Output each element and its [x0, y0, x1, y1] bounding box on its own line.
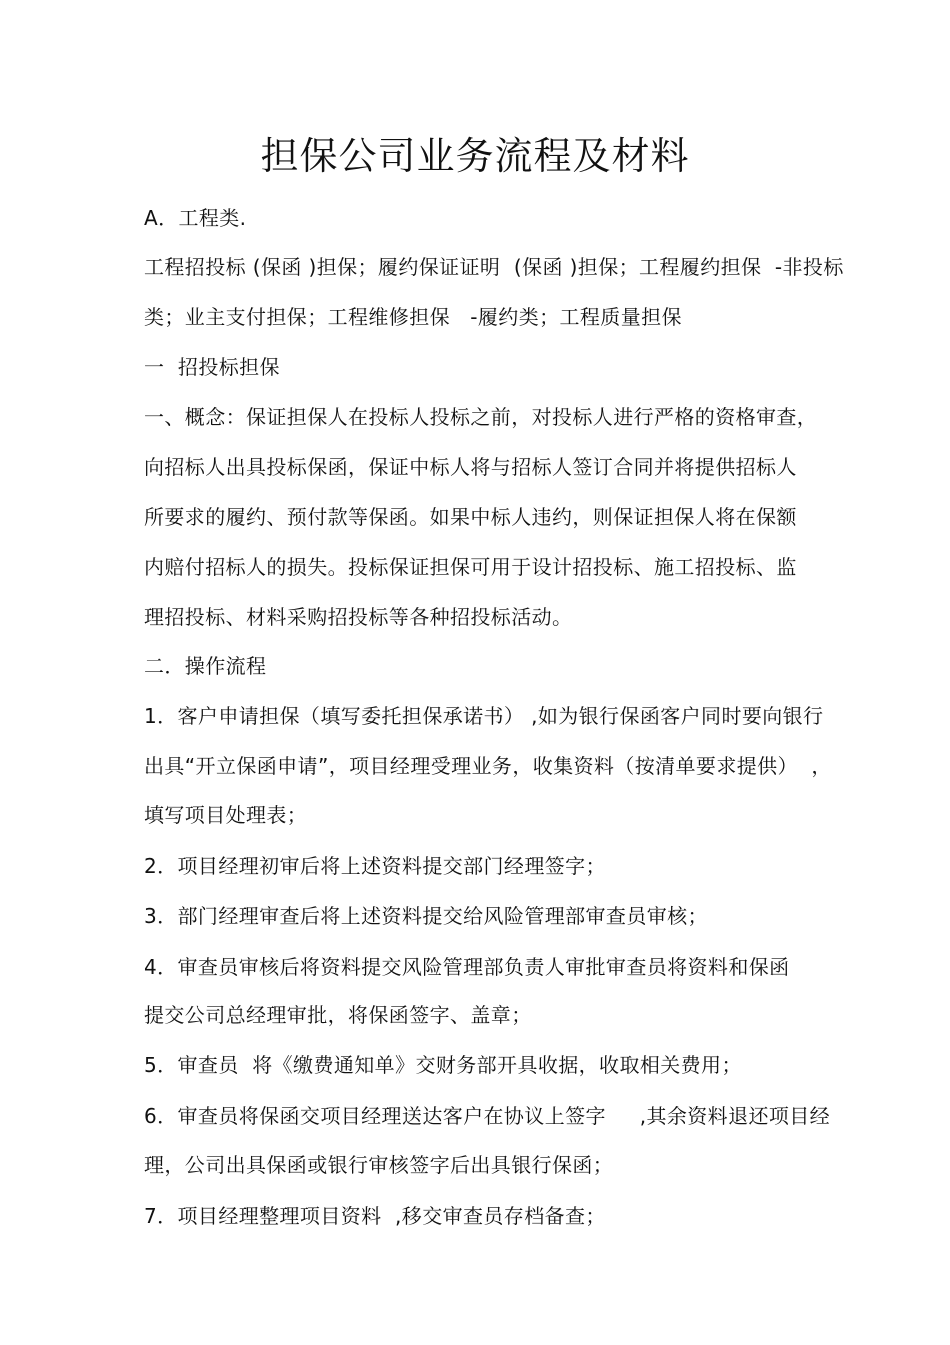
paragraph-line: 理招投标、材料采购招投标等各种招投标活动。: [144, 605, 573, 629]
list-item-line: 3．部门经理审查后将上述资料提交给风险管理部审查员审核；: [144, 904, 708, 928]
list-item-line: 理，公司出具保函或银行审核签字后出具银行保函；: [144, 1153, 614, 1177]
paragraph-line: 一、概念：保证担保人在投标人投标之前，对投标人进行严格的资格审查，: [144, 405, 818, 429]
list-item-line: 7．项目经理整理项目资料 ,移交审查员存档备查；: [144, 1204, 606, 1228]
section-heading-1: 一 招投标担保: [144, 355, 280, 379]
list-item-line: 1．客户申请担保（填写委托担保承诺书） ,如为银行保函客户同时要向银行: [144, 704, 824, 728]
paragraph-line: 内赔付招标人的损失。投标保证担保可用于设计招投标、施工招投标、监: [144, 555, 797, 579]
list-item-line: 2．项目经理初审后将上述资料提交部门经理签字；: [144, 854, 606, 878]
list-item-line: 6．审查员将保函交项目经理送达客户在协议上签字 ,其余资料退还项目经: [144, 1104, 831, 1128]
section-heading-2: 二．操作流程: [144, 654, 267, 678]
paragraph-line: 向招标人出具投标保函，保证中标人将与招标人签订合同并将提供招标人: [144, 455, 797, 479]
list-item-line: 5．审查员 将《缴费通知单》交财务部开具收据，收取相关费用；: [144, 1053, 742, 1077]
document-title: 担保公司业务流程及材料: [260, 134, 690, 178]
section-heading-a: A．工程类.: [144, 206, 247, 230]
paragraph-line: 类；业主支付担保；工程维修担保 -履约类；工程质量担保: [144, 305, 682, 329]
list-item-line: 出具“开立保函申请”，项目经理受理业务，收集资料（按清单要求提供） ，: [144, 754, 832, 778]
list-item-line: 提交公司总经理审批，将保函签字、盖章；: [144, 1003, 532, 1027]
list-item-line: 4．审查员审核后将资料提交风险管理部负责人审批审查员将资料和保函: [144, 955, 790, 979]
list-item-line: 填写项目处理表；: [144, 803, 308, 827]
paragraph-line: 工程招投标 (保函 )担保；履约保证证明 (保函 )担保；工程履约担保 -非投标: [144, 255, 844, 279]
paragraph-line: 所要求的履约、预付款等保函。如果中标人违约，则保证担保人将在保额: [144, 505, 797, 529]
